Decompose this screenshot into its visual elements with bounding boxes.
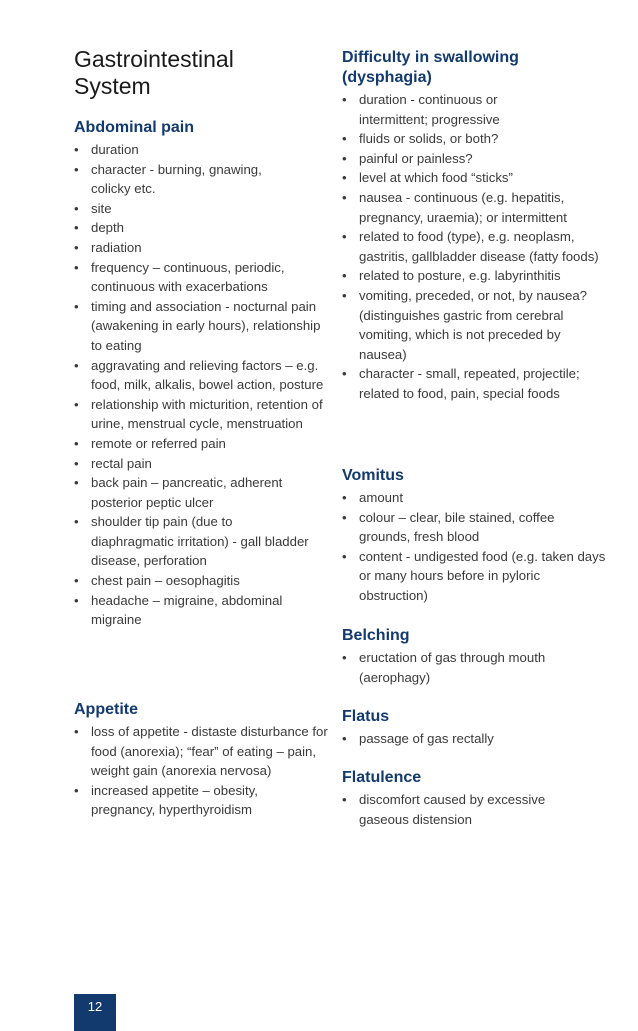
list-item: • related to posture, e.g. labyrinthitis <box>342 268 561 284</box>
page-title: Gastrointestinal System <box>74 46 234 99</box>
bullet-list <box>74 722 328 820</box>
list-item: • character - burning, gnawing, colicky etc. <box>74 161 262 197</box>
list-item: • duration <box>74 142 139 157</box>
section-heading: Belching <box>342 627 410 644</box>
section-vomitus <box>342 466 606 606</box>
list-item: • depth <box>74 220 125 236</box>
list-item: • remote or referred pain <box>74 435 226 451</box>
list-item: • loss of appetite - distaste disturbance for food (anorexia); “fear” of eating – pain, weight gain (anorexia nervosa) <box>74 724 328 779</box>
list-item: • content - undigested food (e.g. taken days or many hours before in pyloric obstruction) <box>342 548 606 603</box>
bullet-list <box>342 90 602 404</box>
page-number: 12 <box>74 994 116 1031</box>
list-item: • amount <box>342 490 403 505</box>
section-heading: Flatus <box>342 708 390 725</box>
list-item: • relationship with micturition, retention of urine, menstrual cycle, menstruation <box>74 396 323 432</box>
list-item: • eructation of gas through mouth (aerophagy) <box>342 650 546 685</box>
list-item: • shoulder tip pain (due to diaphragmatic irritation) - gall bladder disease, perforation <box>74 514 309 569</box>
section-flatus <box>342 707 602 749</box>
list-item: • aggravating and relieving factors – e.g. food, milk, alkalis, bowel action, posture <box>74 357 324 393</box>
section-flatulence <box>342 768 602 829</box>
list-item: • chest pain – oesophagitis <box>74 573 240 589</box>
section-heading: Vomitus <box>342 467 404 484</box>
list-item: • timing and association - nocturnal pain (awakening in early hours), relationship to eating <box>74 298 321 353</box>
list-item: • increased appetite – obesity, pregnancy, hyperthyroidism <box>74 782 258 818</box>
bullet-list <box>74 140 324 630</box>
bullet-list <box>342 648 602 687</box>
bullet-list <box>342 488 606 606</box>
list-item: • colour – clear, bile stained, coffee grounds, fresh blood <box>342 509 555 545</box>
list-item: • discomfort caused by excessive gaseous distension <box>342 792 546 827</box>
section-dysphagia <box>342 48 602 404</box>
section-heading: Flatulence <box>342 769 422 786</box>
list-item: • site <box>74 200 112 216</box>
list-item: • frequency – continuous, periodic, continuous with exacerbations <box>74 259 285 295</box>
section-heading: Abdominal pain <box>74 119 194 136</box>
bullet-list <box>342 790 602 829</box>
list-item: • level at which food “sticks” <box>342 170 513 186</box>
list-item: • fluids or solids, or both? <box>342 131 499 147</box>
section-abdominal-pain <box>74 118 324 630</box>
section-belching <box>342 626 602 687</box>
section-heading: Appetite <box>74 701 138 718</box>
list-item: • passage of gas rectally <box>342 731 494 746</box>
list-item: • vomiting, preceded, or not, by nausea? (distinguishes gastric from cerebral vomiting, which is not preceded by nausea) <box>342 287 587 362</box>
list-item: • related to food (type), e.g. neoplasm, gastritis, gallbladder disease (fatty foods) <box>342 229 599 264</box>
bullet-list <box>342 729 602 749</box>
list-item: • nausea - continuous (e.g. hepatitis, pregnancy, uraemia); or intermittent <box>342 189 567 225</box>
list-item: • character - small, repeated, projectile; related to food, pain, special foods <box>342 366 580 401</box>
list-item: • painful or painless? <box>342 150 473 166</box>
list-item: • radiation <box>74 239 142 255</box>
list-item: • duration - continuous or intermittent; progressive <box>342 92 500 127</box>
section-appetite <box>74 700 328 820</box>
section-heading: Difficulty in swallowing (dysphagia) <box>342 49 519 86</box>
list-item: • back pain – pancreatic, adherent posterior peptic ulcer <box>74 475 283 510</box>
list-item: • headache – migraine, abdominal migraine <box>74 592 283 628</box>
list-item: • rectal pain <box>74 455 152 471</box>
